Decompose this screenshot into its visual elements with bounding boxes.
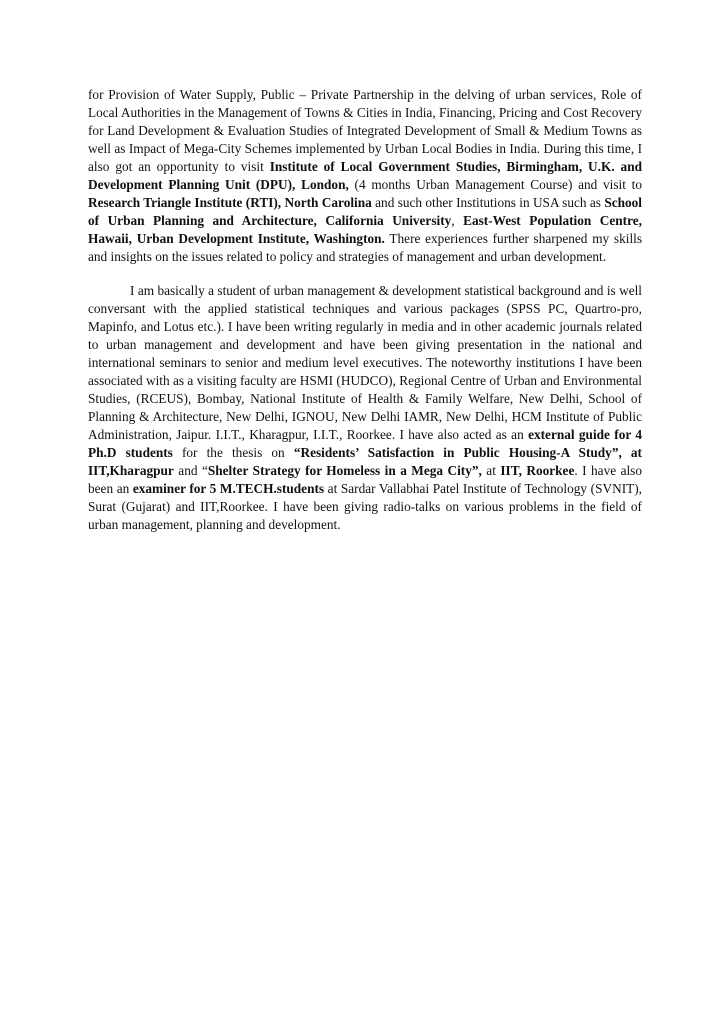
paragraph-2-run-bold: IIT, Roorkee [500,463,575,478]
paragraph-1-run: , [451,213,464,228]
body-text [88,86,642,534]
paragraph-1-run: (4 months Urban Management Course) and visit to [348,177,643,192]
paragraph-1-run: There experiences further sharpened my skills and insights on the issues related to policy and strategies of management and urban development. [88,231,643,264]
paragraph-1-run-bold: Research Triangle Institute (RTI), North Carolina [88,195,372,210]
paragraph-1-run-bold: East-West Population Centre, Hawaii, Urban Development Institute, Washington. [88,213,642,246]
paragraph-2-run-bold: Shelter Strategy for Homeless in a Mega City”, [207,463,482,478]
paragraph-2-run-bold: external guide for 4 Ph.D students [88,427,642,460]
paragraph-2-run-bold: “Residents’ Satisfaction in Public Housing-A Study”, at IIT,Kharagpur [88,445,642,478]
paragraph-2-run: for the thesis on [172,445,294,460]
paragraph-1-run-bold: Institute of Local Government Studies, Birmingham, U.K. and Development Planning Unit (DPU), London, [88,159,642,192]
paragraph-1-run: and such other Institutions in USA such as [371,195,605,210]
paragraph-1-run: for Provision of Water Supply, Public – Private Partnership in the delving of urban services, Role of Local Authorities in the Management of Towns & Cities in India, Financing, Pricing and Cost Recovery for Land Development & Evaluation Studies of Integrated Development of Small & Medium Towns as well as Impact of Mega-City Schemes implemented by Urban Local Bodies in India. During this time, I also got an opportunity to visit [88,87,642,174]
paragraph-2 [88,282,642,534]
paragraph-2-run: at Sardar Vallabhai Patel Institute of Technology (SVNIT), Surat (Gujarat) and IIT,Roorkee. I have been giving radio-talks on various problems in the field of urban management, planning and development. [88,481,642,532]
paragraph-2-run: I am basically a student of urban management & development statistical background and is well conversant with the applied statistical techniques and various packages (SPSS PC, Quartro-pro, Mapinfo, and Lotus etc.). I have been writing regularly in media and in other academic journals related to urban management and development and have been giving presentation in the national and international seminars to senior and medium level executives. The noteworthy institutions I have been associated with as a visiting faculty are HSMI (HUDCO), Regional Centre of Urban and Environmental Studies, (RCEUS), Bombay, National Institute of Health & Family Welfare, New Delhi, School of Planning & Architecture, New Delhi, IGNOU, New Delhi IAMR, New Delhi, HCM Institute of Public Administration, Jaipur. I.I.T., Kharagpur, I.I.T., Roorkee. I have also acted as an [88,283,642,442]
paragraph-2-run: and “ [173,463,208,478]
paragraph-1-run-bold: School of Urban Planning and Architecture, California University [88,195,642,228]
paragraph-2-run-bold: examiner for 5 M.TECH.students [132,481,325,496]
paragraph-2-run: at [481,463,501,478]
paragraph-1 [88,86,642,266]
paragraph-2-run: . I have also been an [88,463,642,496]
